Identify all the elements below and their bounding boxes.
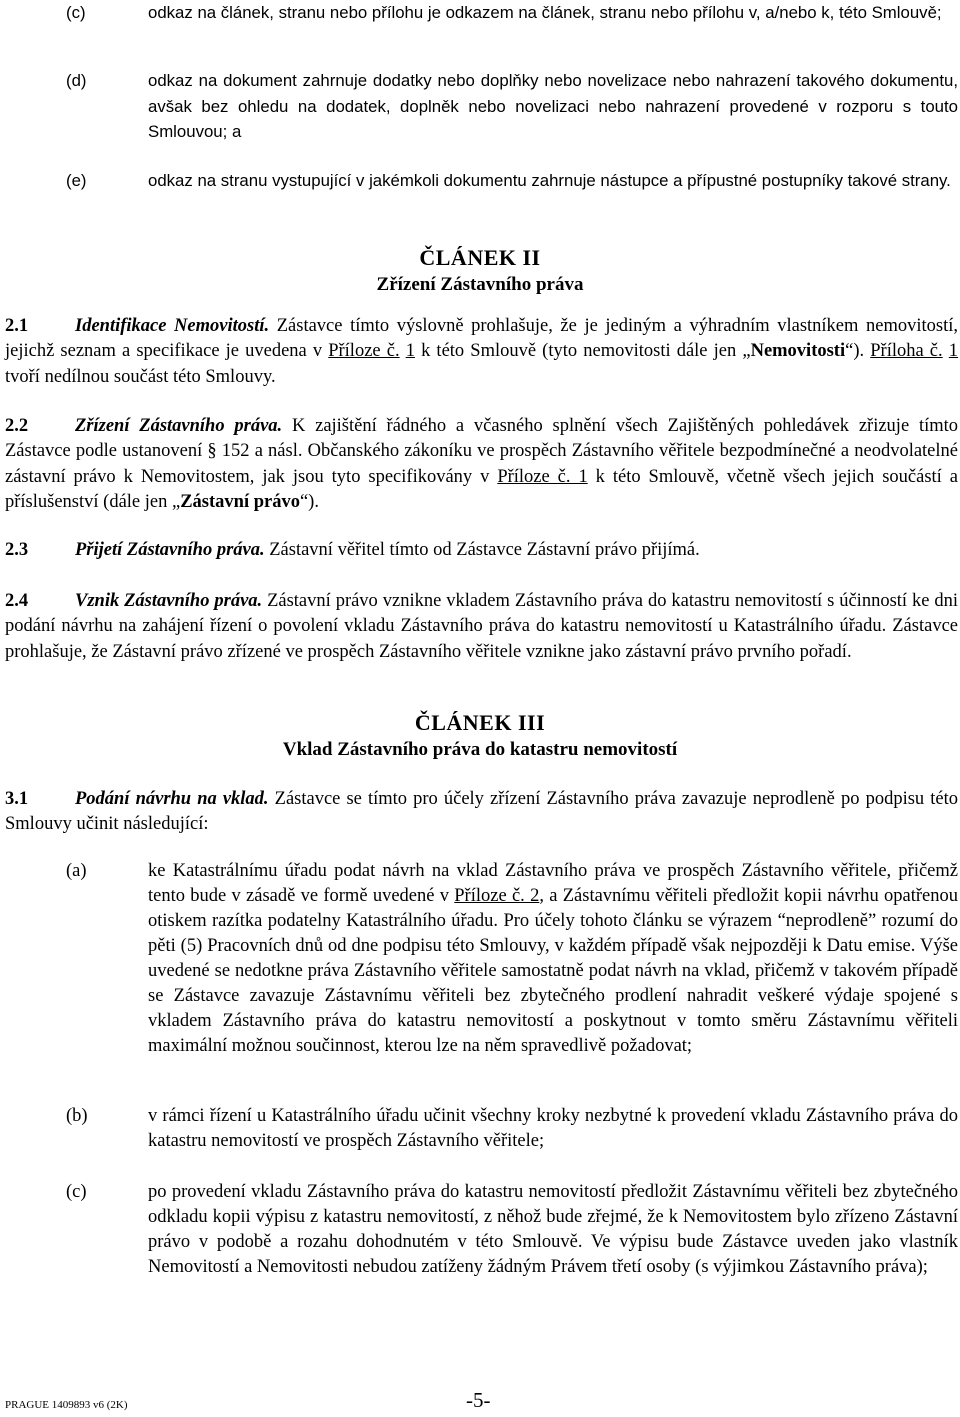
clause-number: 3.1 <box>5 789 29 809</box>
article-heading-3 <box>0 709 960 763</box>
clause-2-3 <box>5 538 958 563</box>
article-heading-2 <box>0 244 960 298</box>
list-marker: (a) <box>66 861 87 881</box>
clause-text: Zástavní právo vznikne vkladem Zástavního práva do katastru nemovitostí s účinností ke dni podání návrhu na zahájení řízení o povolení vkladu Zástavního práva do katastru nemovitostí u Katastrálního úřadu. Zástavce prohlašuje, že Zástavní právo zřízené ve prospěch Zástavního věřitele vznikne jako zástavní právo prvního pořadí. <box>5 591 958 662</box>
clause-number: 2.2 <box>5 416 29 436</box>
annex-link[interactable]: 1 <box>405 341 415 362</box>
list-item-text: odkaz na článek, stranu nebo přílohu je odkazem na článek, stranu nebo přílohu v, a/nebo k, této Smlouvě; <box>148 3 942 22</box>
annex-link[interactable]: Příloze č. 2 <box>454 886 540 906</box>
clause-text: Zástavní věřitel tímto od Zástavce Zástavní právo přijímá. <box>264 540 700 560</box>
article-subtitle: Zřízení Zástavního práva <box>376 274 584 295</box>
annex-link[interactable]: Příloze č. 1 <box>497 466 588 487</box>
clause-text: k této Smlouvě, včetně všech jejich součástí a příslušenství (dále jen <box>5 466 958 513</box>
annex-link[interactable]: 1 <box>948 341 959 362</box>
clause-heading: Přijetí Zástavního práva. <box>75 540 265 560</box>
article-title: ČLÁNEK II <box>419 245 541 270</box>
clause-heading: Zřízení Zástavního práva. <box>75 416 283 436</box>
list-item-text: odkaz na stranu vystupující v jakémkoli dokumentu zahrnuje nástupce a přípustné postupníky takové strany. <box>148 171 951 190</box>
annex-link[interactable]: Příloha č. <box>870 341 943 362</box>
list-item-text: odkaz na dokument zahrnuje dodatky nebo doplňky nebo novelizace nebo nahrazení takového dokumentu, avšak bez ohledu na dodatek, doplněk nebo novelizaci nebo nahrazení provedené v rozporu s touto Smlouvou; a <box>148 71 958 141</box>
clause-2-2 <box>5 414 958 516</box>
quote-mark: „ <box>742 341 751 362</box>
clause-heading: Identifikace Nemovitostí. <box>75 316 270 336</box>
list-item-text: ke Katastrálnímu úřadu podat návrh na vklad Zástavního práva ve prospěch Zástavního věřitele, přičemž tento bude v zásadě ve formě uvedené v Příloze č. 2, a Zástavnímu věřiteli předložit kopii návrhu opatřenou otiskem razítka podatelny Katastrálního úřadu. Pro účely tohoto článku se výrazem “neprodleně” rozumí do pěti (5) Pracovních dnů od dne podpisu této Smlouvy, v každém případě však nejpozději k Datu emise. Výše uvedené se nedotkne práva Zástavního věřitele samostatně podat návrh na vklad, přičemž v takovém případě se Zástavce zavazuje Zástavnímu věřiteli bez zbytečného prodlení nahradit veškeré výdaje spojené s vkladem Zástavního práva do katastru nemovitostí a poskytnout v tomto směru Zástavnímu věřiteli maximální možnou součinnost, kterou lze na něm spravedlivě požadovat; <box>148 861 958 1056</box>
list-item-text: po provedení vkladu Zástavního práva do katastru nemovitostí předložit Zástavnímu věřiteli bez zbytečného odkladu kopii výpisu z katastru nemovitostí, z něhož bude zřejmé, že k Nemovitostem bylo zřízeno Zástavní právo v podobě a rozahu dohodnutém v této Smlouvě. Ve výpisu bude Zástavce uveden jako vlastník Nemovitostí a Nemovitosti nebudou zatíženy žádným Právem třetí osoby (s výjimkou Zástavního práva); <box>148 1182 958 1277</box>
clause-number: 2.3 <box>5 540 29 560</box>
clause-2-1 <box>5 314 958 390</box>
list-marker: (d) <box>66 71 87 90</box>
defined-term: Nemovitosti <box>750 341 846 362</box>
list-item-text: v rámci řízení u Katastrálního úřadu učinit všechny kroky nezbytné k provedení vkladu Zástavního práva do katastru nemovitostí ve prospěch Zástavního věřitele; <box>148 1106 958 1151</box>
quote-mark: “). <box>299 492 319 513</box>
article-subtitle: Vklad Zástavního práva do katastru nemovitostí <box>282 739 678 760</box>
list-marker: (c) <box>66 1182 87 1202</box>
clause-text: Zástavce se tímto pro účely zřízení Zástavního práva zavazuje neprodleně po podpisu této Smlouvy učinit následující: <box>5 789 958 835</box>
clause-number: 2.4 <box>5 591 29 611</box>
clause-text: K zajištění řádného a včasného splnění všech Zajištěných pohledávek zřizuje tímto Zástavce podle ustanovení § 152 a násl. Občanského zákoníku ve prospěch Zástavního věřitele bezpodmínečné a neodvolatelné zástavní právo k Nemovitostem, jak jsou tyto specifikovány v <box>5 416 958 487</box>
defined-term: Zástavní právo <box>180 492 300 513</box>
list-marker: (c) <box>66 3 86 22</box>
quote-mark: “). <box>845 341 871 362</box>
clause-text: Zástavce tímto výslovně prohlašuje, že je jediným a výhradním vlastníkem nemovitostí, jejichž seznam a specifikace je uvedena v <box>5 316 959 362</box>
quote-mark: „ <box>171 492 181 513</box>
annex-link[interactable]: Příloze č. <box>328 341 400 362</box>
page-number: -5- <box>466 1388 491 1412</box>
clause-text: tvoří nedílnou součást této Smlouvy. <box>5 366 276 387</box>
clause-3-1 <box>5 787 958 838</box>
clause-heading: Podání návrhu na vklad. <box>75 789 269 809</box>
clause-2-4 <box>5 589 958 665</box>
article-title: ČLÁNEK III <box>414 710 546 735</box>
clause-number: 2.1 <box>5 316 29 336</box>
clause-heading: Vznik Zástavního práva. <box>75 591 263 611</box>
list-marker: (e) <box>66 171 87 190</box>
document-id: PRAGUE 1409893 v6 (2K) <box>5 1399 128 1411</box>
clause-text: k této Smlouvě (tyto nemovitosti dále jen <box>414 341 743 362</box>
list-marker: (b) <box>66 1106 88 1126</box>
